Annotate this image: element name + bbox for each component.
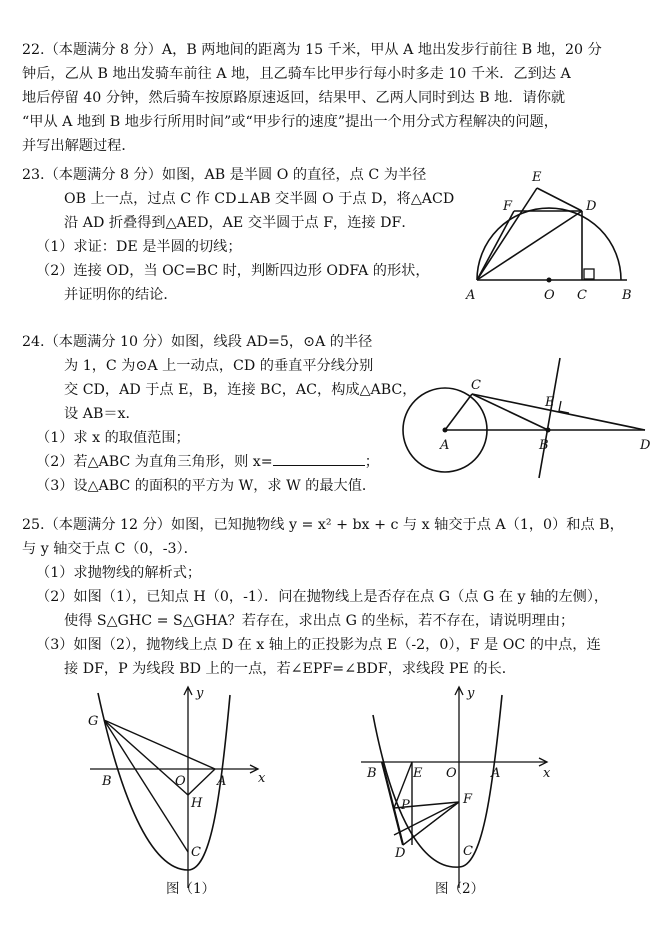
question-24 [22,330,416,498]
q23-line: OB 上一点，过点 C 作 CD⊥AB 交半圆 O 于点 D，将△ACD [64,191,455,207]
q22-line: “甲从 A 地到 B 地步行所用时间”或“甲步行的速度”提出一个用分式方程解决的问题， [22,114,558,130]
q24-label-a: A [440,438,450,453]
q25-line: 25.（本题满分 12 分）如图，已知抛物线 y = x² + bx + c 与 x 轴交于点 A（1，0）和点 B， [22,517,624,533]
fig2-label-a: A [491,766,501,781]
q24-label-e: E [545,395,555,410]
q23-label-e: E [532,170,542,185]
q22-line: 并写出解题过程． [22,138,136,154]
q25-line: 使得 S△GHC = S△GHA？若存在，求出点 G 的坐标，若不存在，请说明理由； [64,613,575,629]
fig2-label-f: F [463,792,473,807]
fig2-label-x: x [543,766,551,781]
q24-line [22,450,416,474]
q24-part2-text: （2）若△ABC 为直角三角形，则 x= [36,454,273,470]
q25-line: （1）求抛物线的解析式； [36,565,202,581]
fig1-label-y: y [196,686,204,701]
q22-line: 地后停留 40 分钟，然后骑车按原路原速返回，结果甲、乙两人同时到达 B 地．请你就 [22,90,566,106]
fig1-label-g: G [88,714,99,729]
fig2-label-c: C [463,844,473,859]
fig2-label-o: O [446,766,457,781]
q23-line: （2）连接 OD，当 OC=BC 时，判断四边形 ODFA 的形状， [36,263,430,279]
fig1-label-h: H [191,796,203,811]
question-25 [22,513,624,681]
q23-line: （1）求证：DE 是半圆的切线； [36,239,242,255]
fig1-label-o: O [175,774,186,789]
q24-blank-end: ； [364,454,379,470]
fig2-caption: 图（2） [435,881,485,897]
q23-line: 沿 AD 折叠得到△AED，AE 交半圆于点 F，连接 DF． [64,215,416,231]
q23-label-d: D [586,199,597,214]
q23-label-o: O [544,288,555,303]
q24-figure [400,346,658,486]
q25-line: （2）如图（1），已知点 H（0，-1）．问在抛物线上是否存在点 G（点 G 在 y 轴的左侧）， [36,589,609,605]
q24-label-d: D [640,438,651,453]
q24-line: 设 AB＝x． [64,406,140,422]
q24-line: 为 1，C 为⊙A 上一动点，CD 的垂直平分线分别 [64,358,374,374]
q22-line: 22.（本题满分 8 分）A，B 两地间的距离为 15 千米，甲从 A 地出发步行前往 B 地，20 分 [22,42,602,58]
q24-label-b: B [539,438,549,453]
fig1-label-x: x [258,771,266,786]
q24-line: （1）求 x 的取值范围； [36,430,190,446]
fig1-label-b: B [102,774,112,789]
q22-line: 钟后，乙从 B 地出发骑车前往 A 地，且乙骑车比甲步行每小时多走 10 千米．乙到达 A [22,66,571,82]
q25-line: 接 DF，P 为线段 BD 上的一点，若∠EPF=∠BDF，求线段 PE 的长． [64,661,516,677]
fig1-caption: 图（1） [166,881,216,897]
question-23 [22,163,454,307]
q23-label-f: F [503,199,513,214]
q24-line: 交 CD，AD 于点 E，B，连接 BC，AC，构成△ABC， [64,382,417,398]
q23-line: 23.（本题满分 8 分）如图，AB 是半圆 O 的直径，点 C 为半径 [22,167,427,183]
q24-line: 24.（本题满分 10 分）如图，线段 AD=5，⊙A 的半径 [22,334,373,350]
fig2-label-b: B [367,766,377,781]
q23-line: 并证明你的结论． [64,287,178,303]
q23-label-a: A [466,288,476,303]
q25-line: 与 y 轴交于点 C（0，-3）． [22,541,198,557]
q23-label-b: B [622,288,632,303]
fig2-label-d: D [395,846,406,861]
q23-figure [462,165,652,305]
fig2-label-e: E [413,766,423,781]
q25-line: （3）如图（2），抛物线上点 D 在 x 轴上的正投影为点 E（-2，0），F 是 OC 的中点，连 [36,637,601,653]
question-22 [22,38,602,158]
fig1-label-a: A [217,774,227,789]
answer-blank [273,451,365,466]
q23-label-c: C [577,288,587,303]
fig1-label-c: C [191,845,201,860]
fig2-label-p: P [401,798,410,813]
q25-figure-1 [80,685,280,910]
q24-label-c: C [471,378,481,393]
fig2-label-y: y [467,686,475,701]
q24-line: （3）设△ABC 的面积的平方为 W，求 W 的最大值． [36,478,377,494]
q25-figure-2 [357,685,557,910]
